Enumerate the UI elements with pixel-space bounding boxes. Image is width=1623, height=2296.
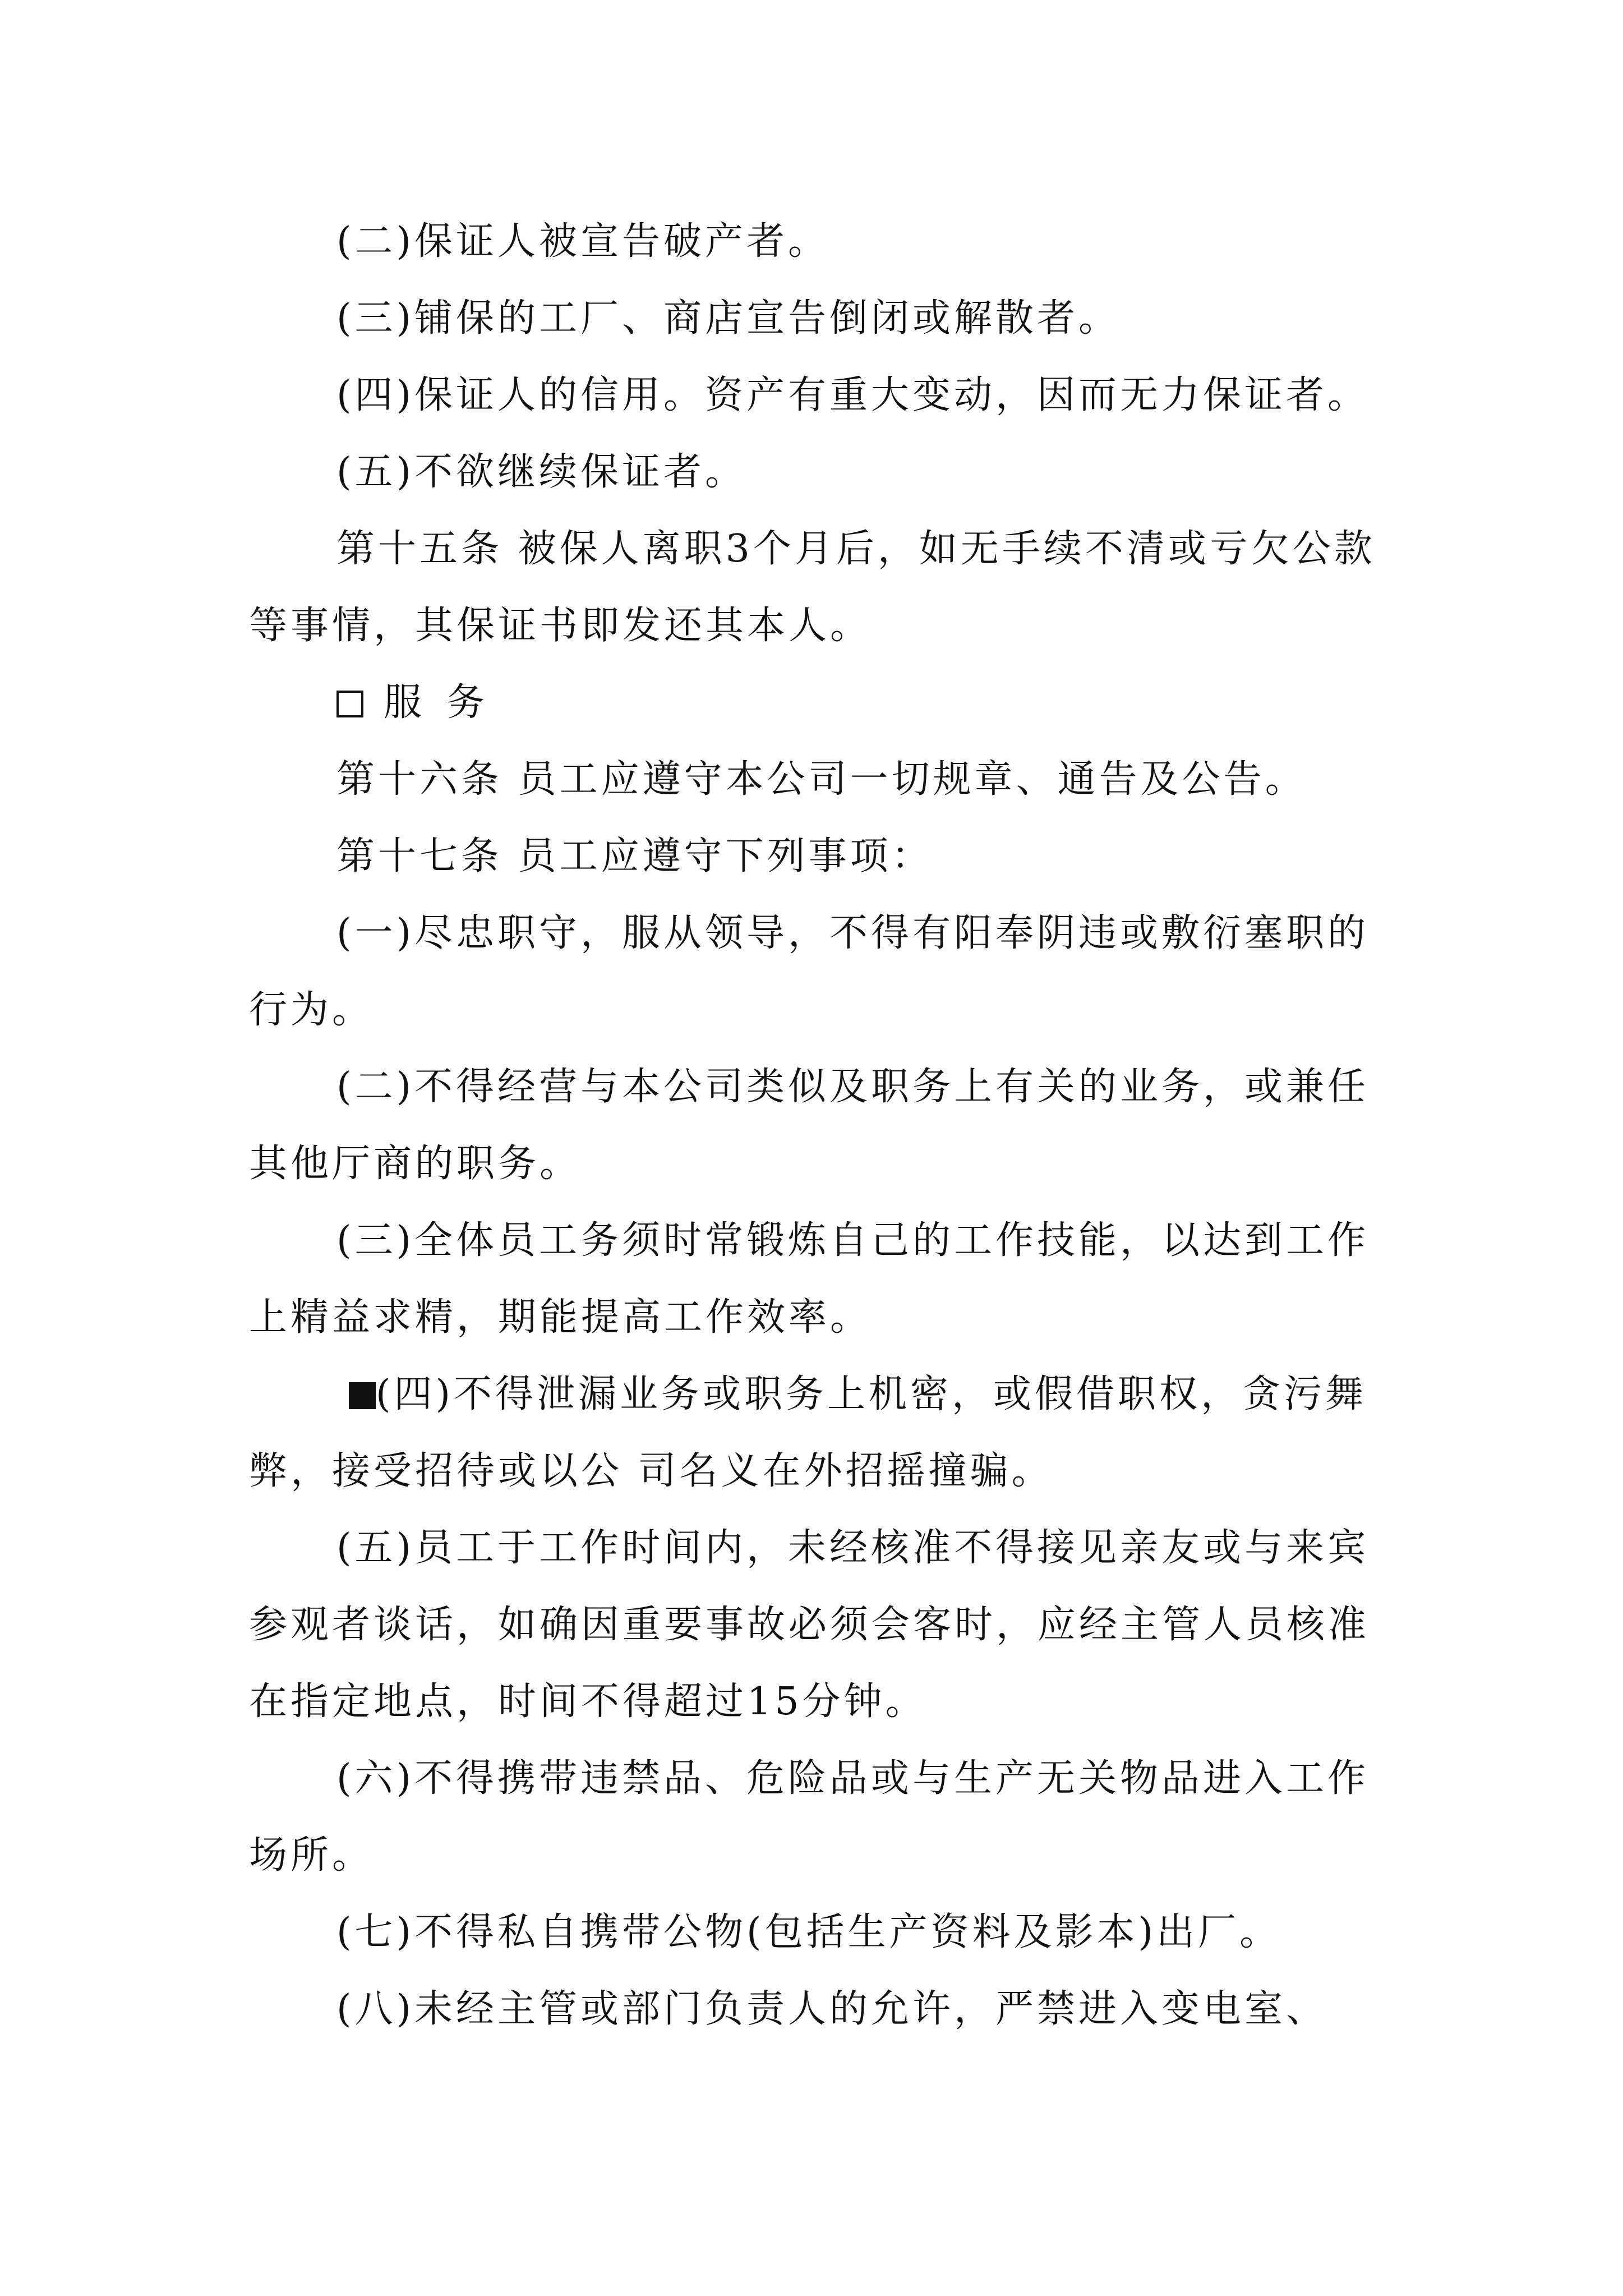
paragraph-text: (二)保证人被宣告破产者。 [336,219,830,264]
paragraph [249,203,1399,280]
paragraph-text: (三)全体员工务须时常锻炼自己的工作技能，以达到工作上精益求精，期能提高工作效率。 [249,1218,1370,1340]
paragraph-text: (八)未经主管或部门负责人的允许，严禁进入变电室、 [336,1987,1328,2031]
paragraph [249,1202,1399,1356]
paragraph [249,818,1399,895]
paragraph-text: 第十五条 被保人离职3个月后，如无手续不清或亏欠公款等事情，其保证书即发还其本人。 [249,527,1376,648]
paragraph [249,741,1399,818]
paragraph [249,280,1399,357]
paragraph-text: (一)尽忠职守，服从领导，不得有阳奉阴违或敷衍塞职的行为。 [249,911,1370,1032]
paragraph [249,1740,1399,1894]
paragraph-text: 第十七条 员工应遵守下列事项： [336,834,933,878]
paragraph-text: (四)保证人的信用。资产有重大变动，因而无力保证者。 [336,373,1370,417]
paragraph-text: (四)不得泄漏业务或职务上机密，或假借职权，贪污舞弊，接受招待或以公 司名义在外招摇撞骗。 [249,1372,1367,1493]
paragraph [249,1048,1399,1202]
paragraph [249,434,1399,510]
paragraph [249,895,1399,1048]
section-heading-text: 服务 [384,680,510,725]
document-body [249,203,1399,2047]
hollow-square-icon [336,691,363,717]
paragraph [249,357,1399,434]
paragraph [249,1971,1399,2047]
paragraph-text: (七)不得私自携带公物(包括生产资料及影本)出厂。 [336,1910,1281,1954]
paragraph-text: (六)不得携带违禁品、危险品或与生产无关物品进入工作场所。 [249,1756,1370,1878]
paragraph-text: 第十六条 员工应遵守本公司一切规章、通告及公告。 [336,757,1307,802]
paragraph-text: (二)不得经营与本公司类似及职务上有关的业务，或兼任其他厅商的职务。 [249,1065,1370,1186]
paragraph [249,1510,1399,1740]
black-square-icon [349,1382,376,1409]
section-heading [249,664,1399,741]
paragraph [249,1894,1399,1971]
paragraph-text: (三)铺保的工厂、商店宣告倒闭或解散者。 [336,296,1121,341]
paragraph [249,510,1399,664]
paragraph-text: (五)不欲继续保证者。 [336,450,747,494]
paragraph-text: (五)员工于工作时间内，未经核准不得接见亲友或与来宾参观者谈话，如确因重要事故必须会客时，应经主管人员核准在指定地点，时间不得超过15分钟。 [249,1526,1370,1724]
paragraph [249,1356,1399,1510]
